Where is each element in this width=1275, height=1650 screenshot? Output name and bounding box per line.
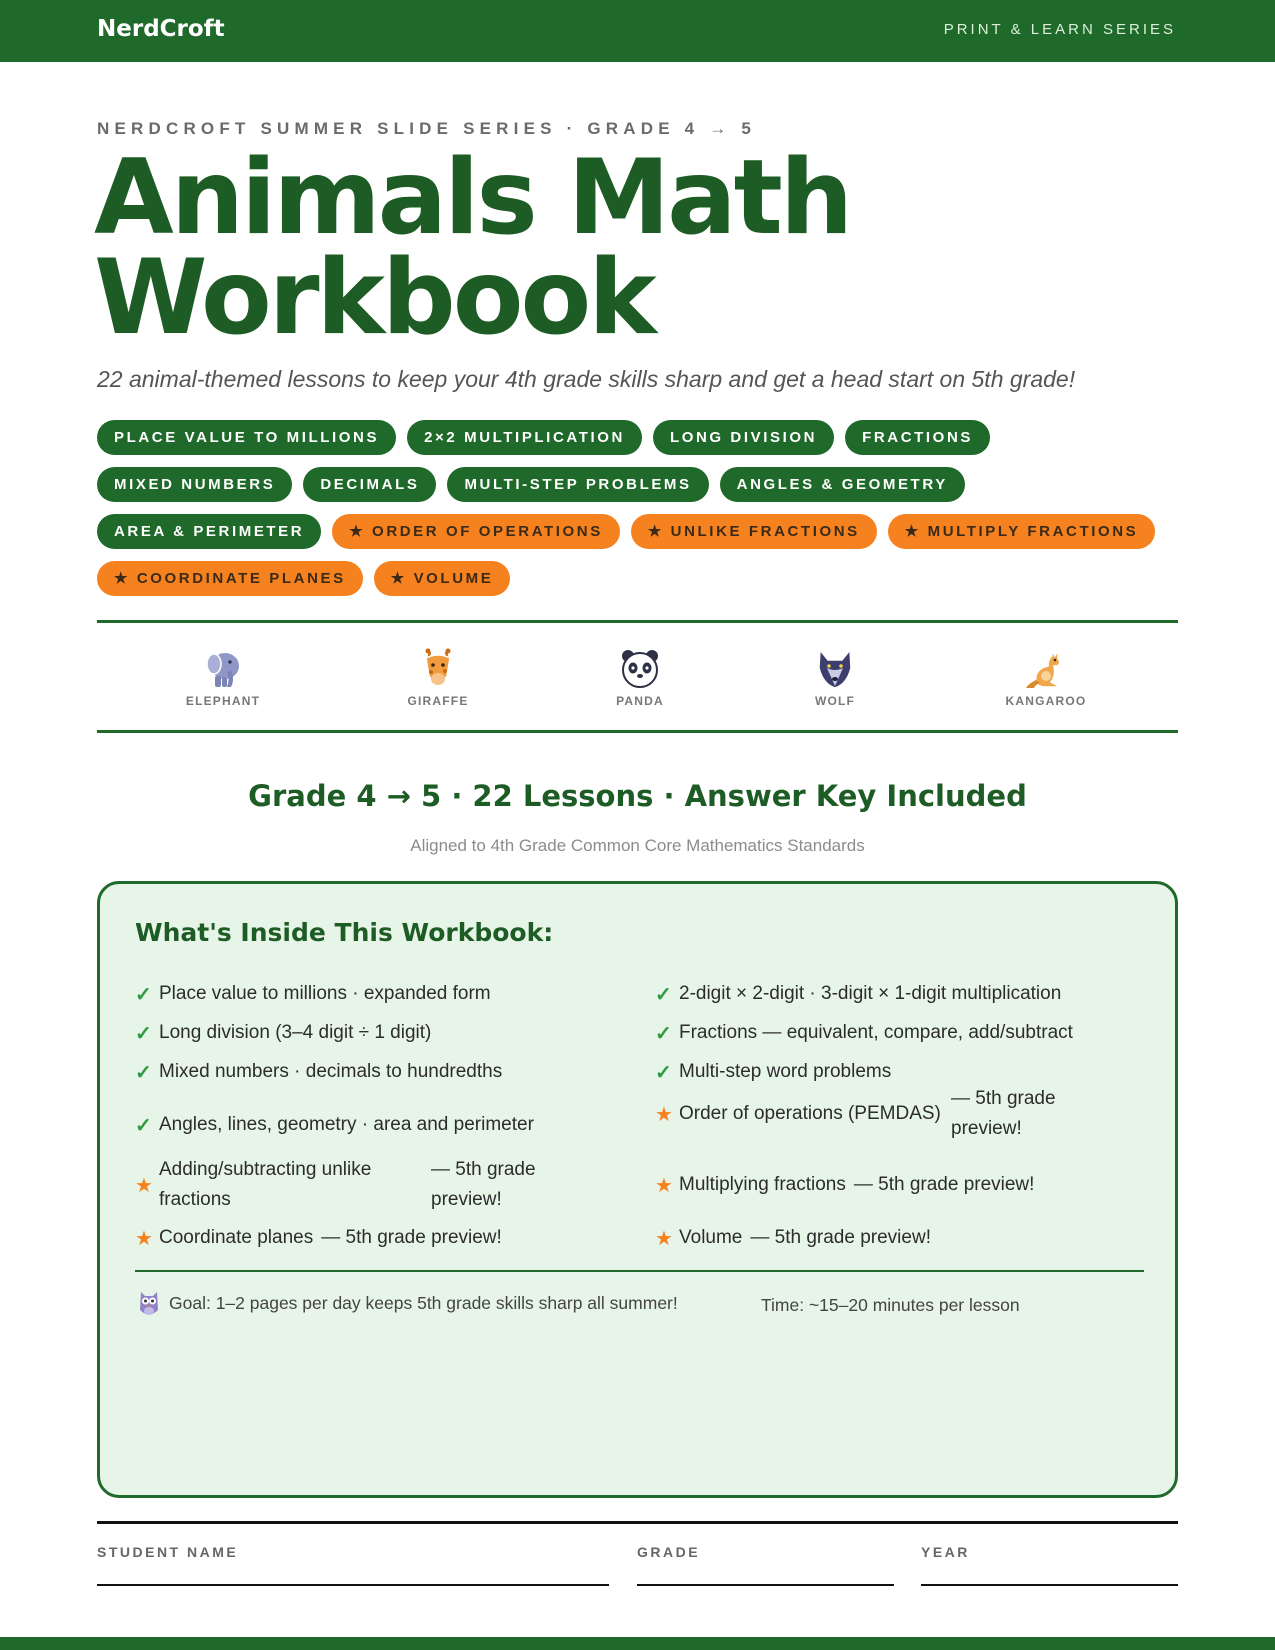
feature-text: Angles, lines, geometry · area and perimeter bbox=[159, 1114, 534, 1135]
series-label: PRINT & LEARN SERIES bbox=[943, 21, 1176, 38]
check-icon: ✓ bbox=[655, 1022, 672, 1045]
check-icon: ✓ bbox=[135, 1114, 152, 1137]
animal-label: GIRAFFE bbox=[407, 694, 469, 708]
brand-name: NerdCroft bbox=[97, 16, 225, 42]
topic-tag: PLACE VALUE TO MILLIONS bbox=[97, 420, 396, 455]
star-icon: ★ bbox=[135, 1227, 153, 1250]
goal-text: Goal: 1–2 pages per day keeps 5th grade skills sharp all summer! bbox=[169, 1292, 678, 1313]
grade-summary: Grade 4 → 5 · 22 Lessons · Answer Key Included bbox=[248, 779, 1027, 813]
student-info-divider bbox=[97, 1521, 1178, 1524]
year-line[interactable] bbox=[921, 1584, 1178, 1586]
animal-panda bbox=[580, 646, 700, 708]
wolf-icon bbox=[813, 646, 857, 690]
feature-text: Multi-step word problems bbox=[679, 1061, 892, 1082]
animal-kangaroo bbox=[986, 646, 1106, 708]
topic-tag: 2×2 MULTIPLICATION bbox=[407, 420, 642, 455]
feature-item bbox=[135, 979, 491, 1009]
topic-tag: MULTI-STEP PROBLEMS bbox=[447, 467, 708, 502]
top-banner bbox=[0, 0, 1275, 62]
check-icon: ✓ bbox=[135, 1022, 152, 1045]
check-icon: ✓ bbox=[135, 983, 152, 1006]
check-icon: ✓ bbox=[655, 1061, 672, 1084]
star-icon: ★ bbox=[135, 1174, 153, 1197]
feature-text: Mixed numbers · decimals to hundredths bbox=[159, 1061, 503, 1082]
preview-note: — 5th grade preview! bbox=[321, 1227, 502, 1248]
grade-line[interactable] bbox=[637, 1584, 894, 1586]
animal-wolf bbox=[775, 646, 895, 708]
title-line-1: Animals Math bbox=[94, 138, 851, 258]
preview-topic-tag: ★ COORDINATE PLANES bbox=[97, 561, 363, 596]
preview-note: — 5th grade preview! bbox=[431, 1159, 536, 1210]
giraffe-icon bbox=[416, 646, 460, 690]
animal-label: ELEPHANT bbox=[185, 694, 261, 708]
topic-tag: LONG DIVISION bbox=[653, 420, 834, 455]
check-icon: ✓ bbox=[655, 983, 672, 1006]
feature-text: Fractions — equivalent, compare, add/subtract bbox=[679, 1022, 1073, 1043]
star-icon: ★ bbox=[655, 1103, 673, 1126]
series-eyebrow: NERDCROFT SUMMER SLIDE SERIES · GRADE 4 → 5 bbox=[97, 119, 757, 138]
topic-tag: DECIMALS bbox=[303, 467, 436, 502]
owl-icon bbox=[138, 1288, 160, 1318]
feature-item bbox=[135, 1057, 502, 1087]
standards-alignment: Aligned to 4th Grade Common Core Mathematics Standards bbox=[410, 836, 865, 855]
bottom-banner bbox=[0, 1637, 1275, 1650]
year-field[interactable] bbox=[921, 1544, 970, 1560]
panda-icon bbox=[618, 646, 662, 690]
preview-item bbox=[135, 1155, 549, 1215]
animal-label: WOLF bbox=[814, 694, 856, 708]
feature-text: Coordinate planes bbox=[159, 1227, 314, 1248]
star-icon: ★ bbox=[655, 1227, 673, 1250]
title-line-2: Workbook bbox=[94, 238, 654, 358]
topic-tag: FRACTIONS bbox=[845, 420, 990, 455]
feature-item bbox=[655, 1057, 891, 1087]
preview-item bbox=[135, 1223, 502, 1253]
preview-topic-tag: ★ UNLIKE FRACTIONS bbox=[631, 514, 877, 549]
check-icon: ✓ bbox=[135, 1061, 152, 1084]
student-name-line[interactable] bbox=[97, 1584, 609, 1586]
feature-text: 2-digit × 2-digit · 3-digit × 1-digit multiplication bbox=[679, 983, 1062, 1004]
feature-text: Multiplying fractions bbox=[679, 1174, 846, 1195]
workbook-title bbox=[94, 138, 851, 358]
grade-label: GRADE bbox=[637, 1544, 701, 1560]
animals-bottom-divider bbox=[97, 730, 1178, 733]
preview-item bbox=[655, 1170, 1034, 1200]
preview-topic-tag: ★ MULTIPLY FRACTIONS bbox=[888, 514, 1156, 549]
feature-item bbox=[655, 979, 1061, 1009]
whats-inside-heading: What's Inside This Workbook: bbox=[135, 918, 554, 947]
feature-text: Long division (3–4 digit ÷ 1 digit) bbox=[159, 1022, 432, 1043]
preview-topic-tag: ★ VOLUME bbox=[374, 561, 511, 596]
topic-tags bbox=[97, 420, 1187, 596]
animal-label: PANDA bbox=[616, 694, 664, 708]
feature-item bbox=[135, 1018, 431, 1048]
preview-note: — 5th grade preview! bbox=[951, 1088, 1056, 1139]
feature-text: Place value to millions · expanded form bbox=[159, 983, 491, 1004]
preview-note: — 5th grade preview! bbox=[853, 1174, 1035, 1195]
grade-field[interactable] bbox=[637, 1544, 700, 1560]
animal-giraffe bbox=[378, 646, 498, 708]
daily-goal bbox=[138, 1288, 678, 1318]
topic-tag: ANGLES & GEOMETRY bbox=[720, 467, 965, 502]
feature-text: Volume bbox=[679, 1227, 743, 1248]
animal-elephant bbox=[163, 646, 283, 708]
student-name-label: STUDENT NAME bbox=[97, 1544, 239, 1560]
preview-note: — 5th grade preview! bbox=[750, 1227, 931, 1248]
preview-topic-tag: ★ ORDER OF OPERATIONS bbox=[332, 514, 620, 549]
panel-divider bbox=[135, 1270, 1144, 1272]
kangaroo-icon bbox=[1024, 646, 1068, 690]
elephant-icon bbox=[201, 646, 245, 690]
topic-tag: MIXED NUMBERS bbox=[97, 467, 292, 502]
student-name-field[interactable] bbox=[97, 1544, 238, 1560]
star-icon: ★ bbox=[655, 1174, 673, 1197]
feature-text: Adding/subtracting unlike fractions bbox=[159, 1159, 372, 1210]
feature-item bbox=[135, 1110, 534, 1140]
preview-item bbox=[655, 1084, 1069, 1144]
year-label: YEAR bbox=[921, 1544, 970, 1560]
animal-strip bbox=[97, 622, 1178, 732]
topic-tag: AREA & PERIMETER bbox=[97, 514, 321, 549]
lesson-time: Time: ~15–20 minutes per lesson bbox=[761, 1295, 1020, 1315]
animal-label: KANGAROO bbox=[1005, 694, 1087, 708]
whats-inside-panel bbox=[97, 881, 1178, 1498]
workbook-subtitle: 22 animal-themed lessons to keep your 4th grade skills sharp and get a head start on 5th grade! bbox=[97, 366, 1076, 392]
preview-item bbox=[655, 1223, 931, 1253]
feature-item bbox=[655, 1018, 1073, 1048]
feature-text: Order of operations (PEMDAS) bbox=[679, 1103, 941, 1124]
